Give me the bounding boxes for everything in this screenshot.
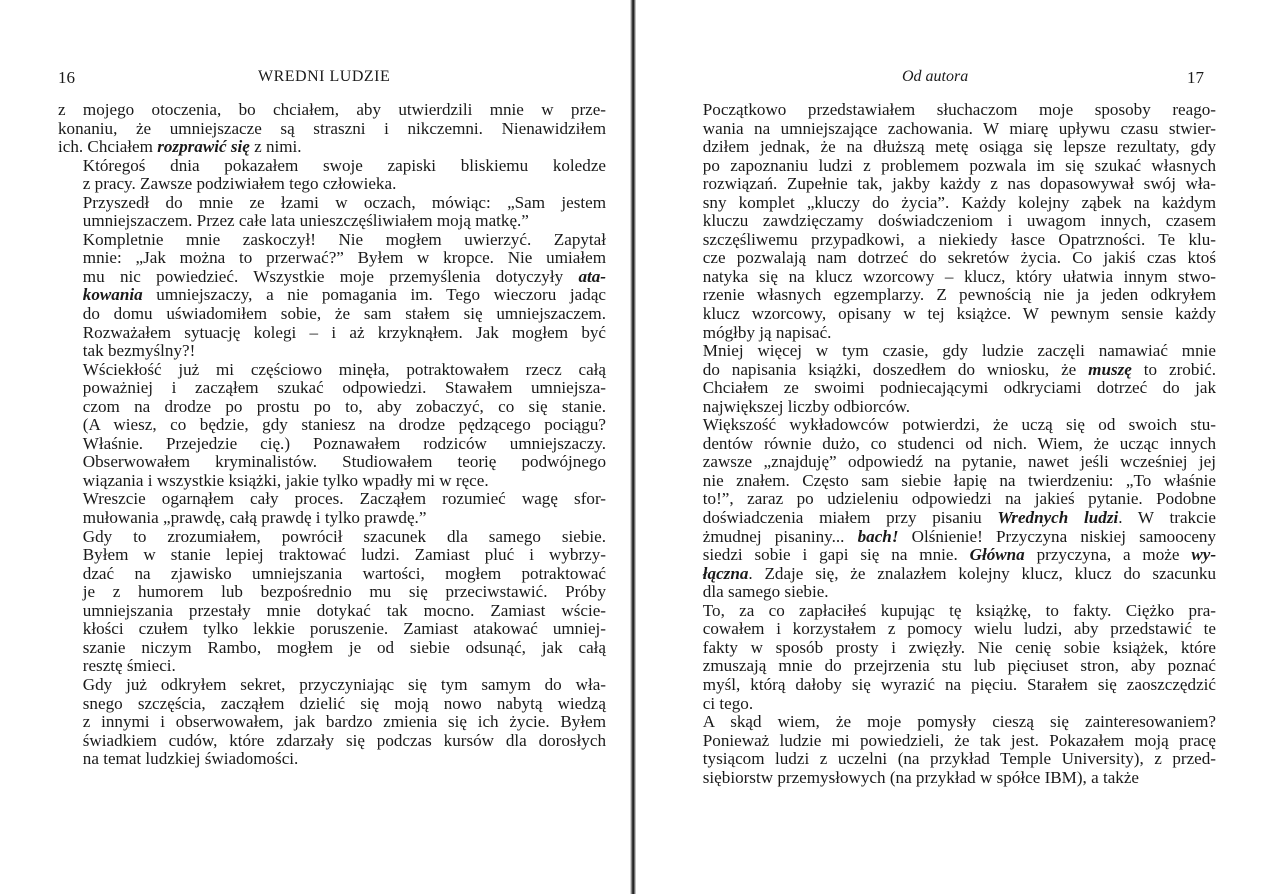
text-line: nie znałem. Często sam siebie łapię na twierdzeniu: „To właśnie (702, 470, 1216, 490)
text-line: Większość wykładowców potwierdzi, że uczą się od swoich stu- (702, 415, 1216, 435)
text-line: dentów równie dużo, co studenci od nich. Wiem, że ucząc innych (702, 433, 1216, 453)
text-line: Chciałem ze swoimi podniecającymi odkryciami dotrzeć do jak (702, 378, 1216, 398)
text-line: sny komplet „kluczy do życia”. Każdy kolejny ząbek na każdym (702, 192, 1216, 212)
text-line: tysiącom ludzi z uczelni (na przykład Temple University), z przed- (702, 749, 1216, 769)
text-line: Gdy to zrozumiałem, powrócił szacunek dla samego siebie. (82, 526, 606, 546)
text-line: Początkowo przedstawiałem słuchaczom moje sposoby reago- (702, 100, 1216, 119)
left-body-text (58, 101, 606, 769)
text-line: poważniej i zacząłem szukać odpowiedzi. Stawałem umniejsza- (82, 378, 606, 398)
text-line: mu nic powiedzieć. Wszystkie moje przemyślenia dotyczyły ata- (82, 266, 606, 286)
text-line: na temat ludzkiej świadomości. (82, 749, 299, 769)
text-line: (A wiesz, co będzie, gdy staniesz na drodze pędzącego pociągu? (82, 415, 606, 435)
text-line: myśl, którą dałoby się wyrazić na pięciu. Starałem się zaoszczędzić (702, 674, 1216, 694)
text-line: rozwiązań. Zupełnie tak, jakby każdy z nas dopasowywał swój wła- (702, 174, 1216, 194)
text-line: to!”, zaraz po udzieleniu odpowiedzi na jakieś pytanie. Podobne (702, 489, 1216, 509)
book-spine (630, 0, 636, 894)
right-running-title: Od autora (902, 68, 969, 85)
text-line: Wreszcie ogarnąłem cały proces. Zacząłem rozumieć wagę sfor- (82, 489, 606, 509)
text-line: kowania umniejszaczy, a nie pomagania im. Tego wieczoru jadąc (82, 285, 606, 305)
paragraph (58, 361, 606, 491)
text-line: dziłem jednak, że na dłuższą metę osiąga się lepsze rezultaty, gdy (702, 137, 1216, 157)
text-line: tak bezmyślny?! (82, 341, 196, 361)
text-line: Ponieważ ludzie mi powiedzieli, że tak jest. Pokazałem moją pracę (702, 730, 1216, 750)
text-line: z pracy. Zawsze podziwiałem tego człowieka. (82, 174, 397, 194)
paragraph (678, 101, 1216, 342)
text-line: rzenie własnych egzemplarzy. Z pewnością nie ja jeden odkryłem (702, 285, 1216, 305)
paragraph (58, 528, 606, 676)
text-line: do napisania książki, doszedłem do wniosku, że muszę to zrobić. (702, 359, 1217, 379)
text-line: kłości czułem tylko lekkie poruszenie. Zamiast atakować umniej- (82, 619, 606, 639)
right-body-text (678, 101, 1216, 787)
text-line: wiązania i wszystkie książki, jakie tylko wpadły mi w ręce. (82, 470, 489, 490)
text-line: największej liczby odbiorców. (702, 396, 911, 416)
text-line: Przyszedł do mnie ze łzami w oczach, mówiąc: „Sam jestem (82, 192, 606, 212)
text-line: cowałem i korzystałem z pomocy wielu ludzi, aby przedstawić te (702, 619, 1216, 639)
text-line: Kompletnie mnie zaskoczył! Nie mogłem uwierzyć. Zapytał (82, 229, 606, 249)
text-line: Właśnie. Przejedzie cię.) Poznawałem rodziców umniejszaczy. (82, 433, 606, 453)
text-line: mułowania „prawdę, całą prawdę i tylko prawdę.” (82, 508, 427, 528)
text-line: szanie niczym Rambo, mogłem je od siebie odsunąć, jak całą (82, 637, 606, 657)
text-line: umniejszaczem. Przez całe lata unieszczęśliwiałem moją matkę.” (82, 211, 529, 231)
paragraph (58, 101, 606, 157)
text-line: dla samego siebie. (702, 582, 829, 602)
text-line: dzać na zjawisko umniejszania wartości, mogłem potraktować (82, 563, 606, 583)
paragraph (678, 342, 1216, 416)
text-line: fakty w sposób prosty i zwięzły. Nie cenię sobie książek, które (702, 637, 1216, 657)
text-line: ich. Chciałem rozprawić się z nimi. (58, 137, 302, 157)
text-line: To, za co zapłaciłeś kupując tę książkę, to fakty. Ciężko pra- (702, 600, 1216, 620)
text-line: natyka się na klucz wzorcowy – klucz, który ułatwia innym stwo- (702, 266, 1216, 286)
text-line: siębiorstw przemysłowych (na przykład w spółce IBM), a także (702, 767, 1140, 787)
paragraph (58, 231, 606, 361)
text-line: Wściekłość już mi częściowo minęła, potraktowałem rzecz całą (82, 359, 606, 379)
paragraph (58, 676, 606, 769)
text-line: Rozważałem sytuację kolegi – i aż krzyknąłem. Jak mogłem być (82, 322, 606, 342)
text-line: Gdy już odkryłem sekret, przyczyniając się tym samym do wła- (82, 674, 606, 694)
text-line: Byłem w stanie lepiej traktować ludzi. Zamiast pluć i wybrzy- (82, 545, 606, 565)
text-line: umniejszania przestały mnie dotykać tak mocno. Zamiast wście- (82, 600, 606, 620)
right-page-number: 17 (1187, 68, 1204, 87)
text-line: klucz wzorcowy, opisany w tej książce. W pewnym sensie każdy (702, 304, 1216, 324)
text-line: Obserwowałem kryminalistów. Studiowałem teorię podwójnego (82, 452, 606, 472)
left-page-number: 16 (58, 68, 75, 87)
text-line: mnie: „Jak można to przerwać?” Byłem w kropce. Nie umiałem (82, 248, 606, 268)
text-line: snego szczęścia, zacząłem dzielić się moją nowo nabytą wiedzą (82, 693, 606, 713)
text-line: do domu uświadomiłem sobie, że sam stałem się umniejszaczem. (82, 304, 606, 324)
text-line: żmudnej pisaniny... bach! Olśnienie! Przyczyna niskiej samooceny (702, 526, 1217, 546)
text-line: Mniej więcej w tym czasie, gdy ludzie zaczęli namawiać mnie (702, 341, 1216, 361)
text-line: czom na drodze po prostu po to, aby zobaczyć, co się stanie. (82, 396, 606, 416)
text-line: cze pozwalają nam dotrzeć do sekretów życia. Co jakiś czas ktoś (702, 248, 1216, 268)
text-line: resztę śmieci. (82, 656, 176, 676)
paragraph (58, 157, 606, 194)
text-line: zawsze „znajduję” odpowiedź na pytanie, nawet jeśli wcześniej jej (702, 452, 1216, 472)
text-line: mógłby ją napisać. (702, 322, 832, 342)
text-line: doświadczenia miałem przy pisaniu Wrednych ludzi. W trakcie (702, 508, 1216, 528)
text-line: łączna. Zdaje się, że znalazłem kolejny klucz, klucz do szacunku (702, 563, 1216, 583)
text-line: wania na umniejszające zachowania. W miarę upływu czasu stwier- (702, 118, 1216, 138)
text-line: z innymi i obserwowałem, jak bardzo zmienia się ich życie. Byłem (82, 712, 606, 732)
text-line: Któregoś dnia pokazałem swoje zapiski bliskiemu koledze (82, 155, 606, 175)
paragraph (678, 713, 1216, 787)
paragraph (58, 194, 606, 231)
paragraph (678, 602, 1216, 713)
paragraph (678, 416, 1216, 601)
text-line: kluczu zawdzięczamy doświadczeniom i uwagom innych, czasem (702, 211, 1216, 231)
text-line: zmuszają mnie do przejrzenia stu lub pięciuset stron, aby poznać (702, 656, 1216, 676)
text-line: z mojego otoczenia, bo chciałem, aby utwierdzili mnie w prze- (58, 100, 606, 119)
text-line: po zapoznaniu ludzi z problemem pozwala im się szukać własnych (702, 155, 1216, 175)
text-line: je z humorem lub bezpośrednio mu się przeciwstawić. Próby (82, 582, 606, 602)
text-line: świadkiem cudów, które zdarzały się podczas kursów dla dorosłych (82, 730, 606, 750)
text-line: ci tego. (702, 693, 754, 713)
paragraph (58, 490, 606, 527)
text-line: A skąd wiem, że moje pomysły cieszą się zainteresowaniem? (702, 712, 1216, 732)
left-running-title: WREDNI LUDZIE (258, 68, 391, 85)
text-line: konaniu, że umniejszacze są straszni i nikczemni. Nienawidziłem (58, 118, 606, 138)
text-line: szczęśliwemu przypadkowi, a niekiedy łasce Opatrzności. Te klu- (702, 229, 1216, 249)
text-line: siedzi sobie i gapi się na mnie. Główna przyczyna, a może wy- (702, 545, 1217, 565)
